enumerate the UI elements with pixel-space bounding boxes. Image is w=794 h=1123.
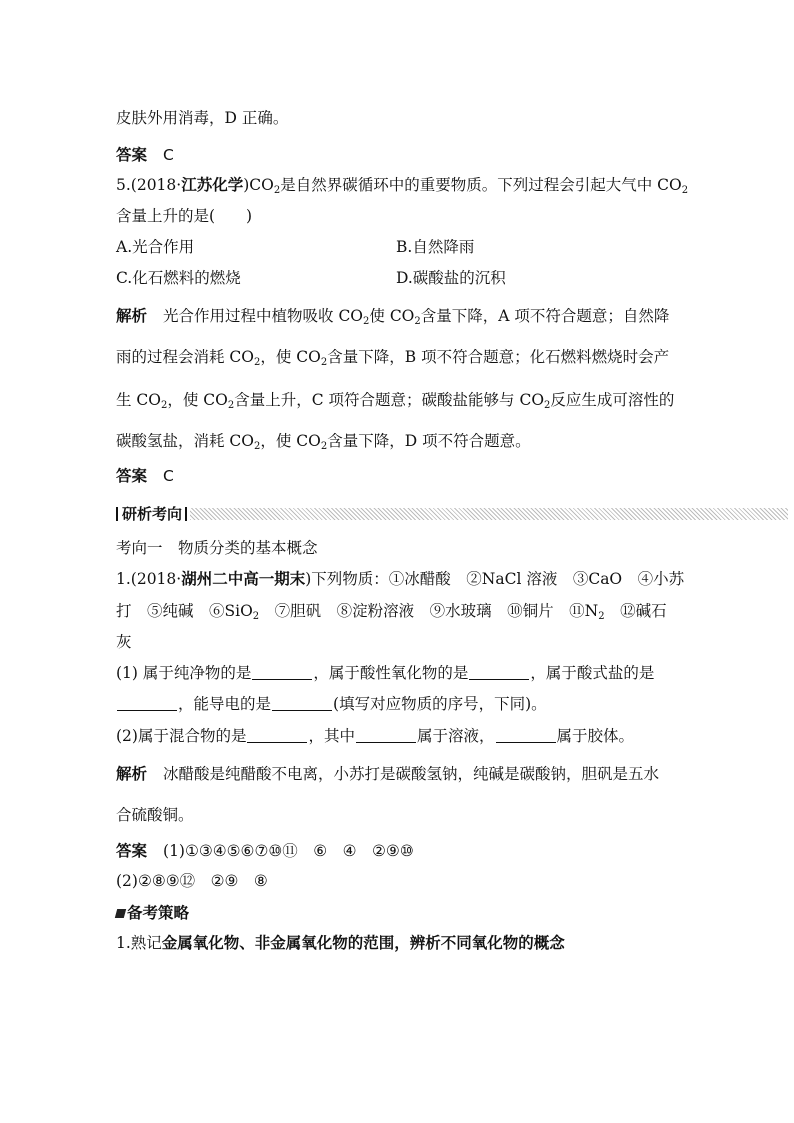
subscript: 2 (320, 357, 328, 368)
answer-line (116, 871, 268, 891)
part-text: (2)属于混合物的是 (116, 727, 247, 745)
part-text: ，能导电的是 (178, 695, 272, 713)
question-source: 湖州二中高一期末 (181, 570, 306, 588)
option-b (396, 237, 474, 257)
answer-value: (2)②⑧⑨⑫ ②⑨ ⑧ (116, 872, 268, 890)
question-1-stem (116, 569, 684, 589)
part-text: 属于胶体。 (556, 727, 635, 745)
answer-blank[interactable] (272, 696, 332, 711)
question-5-stem (116, 175, 688, 195)
answer-blank[interactable] (469, 665, 529, 680)
strategy-text: 1.熟记 (116, 934, 162, 952)
answer-blank[interactable] (356, 728, 416, 743)
option-d-text: D.碳酸盐的沉积 (396, 269, 506, 287)
section-header (116, 505, 676, 523)
analysis-text: 含量上升，C 项符合题意；碳酸盐能够与 CO (234, 391, 545, 409)
subscript: 2 (254, 357, 261, 368)
part-text: ，其中 (308, 727, 355, 745)
question-number: 5.(2018· (116, 176, 182, 194)
subscript: 2 (320, 441, 328, 452)
analysis-text: 合硫酸铜。 (116, 806, 194, 824)
subscript: 2 (598, 611, 605, 622)
analysis-label: 解析 (116, 765, 148, 783)
analysis-text: ，使 CO (167, 391, 228, 409)
answer-value: C (163, 467, 174, 485)
question-text: 灰 (116, 633, 132, 651)
answer-line (116, 841, 414, 861)
option-a (116, 237, 194, 257)
text-line (116, 108, 288, 128)
section-title: 研析考向 (122, 505, 183, 523)
question-1-part-1 (116, 663, 654, 683)
analysis-label: 解析 (116, 307, 148, 325)
analysis-line (116, 347, 669, 367)
subscript: 2 (681, 185, 689, 196)
analysis-text: 生 CO (116, 391, 161, 409)
part-text: (填写对应物质的序号，下同)。 (333, 695, 547, 713)
strategy-text: 金属氧化物、非金属氧化物的范围，辨析不同氧化物的概念 (161, 934, 565, 952)
question-text: 是自然界碳循环中的重要物质。下列过程会引起大气中 CO (280, 176, 682, 194)
answer-value: C (163, 146, 174, 164)
question-5-stem-cont (116, 206, 252, 226)
answer-label: 答案 (116, 146, 148, 164)
continuation-text: 皮肤外用消毒，D 正确。 (116, 109, 289, 127)
question-1-part-1-cont (116, 694, 547, 714)
answer-value: (1)①③④⑤⑥⑦⑩⑪ ⑥ ④ ②⑨⑩ (163, 842, 414, 860)
analysis-text: 雨的过程会消耗 CO (116, 348, 254, 366)
subscript: 2 (227, 400, 235, 411)
analysis-text: 含量下降，B 项不符合题意；化石燃料燃烧时会产 (327, 348, 670, 366)
question-text: ⑦胆矾 ⑧淀粉溶液 ⑨水玻璃 ⑩铜片 ⑪N (259, 602, 599, 620)
analysis-text: 碳酸氢盐，消耗 CO (116, 432, 254, 450)
analysis-line (116, 431, 531, 451)
question-1-stem-cont (116, 601, 667, 621)
analysis-line (116, 805, 194, 825)
analysis-text: 含量下降，A 项不符合题意；自然降 (420, 307, 670, 325)
part-text: ，属于酸性氧化物的是 (313, 664, 469, 682)
strategy-title: 备考策略 (127, 904, 190, 922)
question-text: )CO (243, 176, 274, 194)
question-number: 1.(2018· (116, 570, 182, 588)
part-text: 属于溶液， (416, 727, 495, 745)
analysis-text: 使 CO (369, 307, 415, 325)
analysis-line (116, 764, 659, 784)
analysis-text: 冰醋酸是纯醋酸不电离，小苏打是碳酸氢钠，纯碱是碳酸钠，胆矾是五水 (163, 765, 660, 783)
subscript: 2 (161, 400, 168, 411)
part-text: ，属于酸式盐的是 (530, 664, 655, 682)
strategy-heading (116, 903, 189, 923)
question-text: ⑫碱石 (604, 602, 667, 620)
section-marker-right (185, 507, 187, 521)
answer-line (116, 145, 174, 165)
section-hatch-pattern (190, 508, 788, 520)
answer-line (116, 466, 174, 486)
analysis-line (116, 306, 669, 326)
strategy-bullet-icon (115, 909, 126, 918)
part-text: (1) 属于纯净物的是 (116, 664, 252, 682)
answer-blank[interactable] (247, 728, 307, 743)
question-text: 打 ⑤纯碱 ⑥SiO (116, 602, 253, 620)
answer-blank[interactable] (496, 728, 556, 743)
answer-blank[interactable] (252, 665, 312, 680)
analysis-text: 含量下降，D 项不符合题意。 (327, 432, 531, 450)
question-1-stem-cont (116, 632, 132, 652)
answer-label: 答案 (116, 467, 148, 485)
subscript: 2 (544, 400, 551, 411)
direction-heading (116, 538, 318, 558)
option-b-text: B.自然降雨 (396, 238, 475, 256)
answer-blank[interactable] (117, 696, 177, 711)
analysis-text: 反应生成可溶性的 (550, 391, 675, 409)
question-text: )下列物质：①冰醋酸 ②NaCl 溶液 ③CaO ④小苏 (305, 570, 685, 588)
option-a-text: A.光合作用 (116, 238, 195, 256)
option-c (116, 268, 241, 288)
subscript: 2 (254, 441, 261, 452)
option-c-text: C.化石燃料的燃烧 (116, 269, 241, 287)
question-1-part-2 (116, 726, 634, 746)
subscript: 2 (252, 611, 260, 622)
direction-title: 考向一 物质分类的基本概念 (116, 539, 318, 557)
option-d (396, 268, 506, 288)
analysis-text: ，使 CO (260, 432, 321, 450)
analysis-line (116, 390, 674, 410)
strategy-item (116, 933, 565, 953)
analysis-text: ，使 CO (260, 348, 321, 366)
question-text: 含量上升的是( ) (116, 207, 253, 225)
subscript: 2 (414, 316, 421, 327)
subscript: 2 (273, 185, 281, 196)
section-marker-left (116, 507, 118, 521)
question-source: 江苏化学 (181, 176, 244, 194)
analysis-text: 光合作用过程中植物吸收 CO (163, 307, 364, 325)
subscript: 2 (363, 316, 370, 327)
answer-label: 答案 (116, 842, 148, 860)
